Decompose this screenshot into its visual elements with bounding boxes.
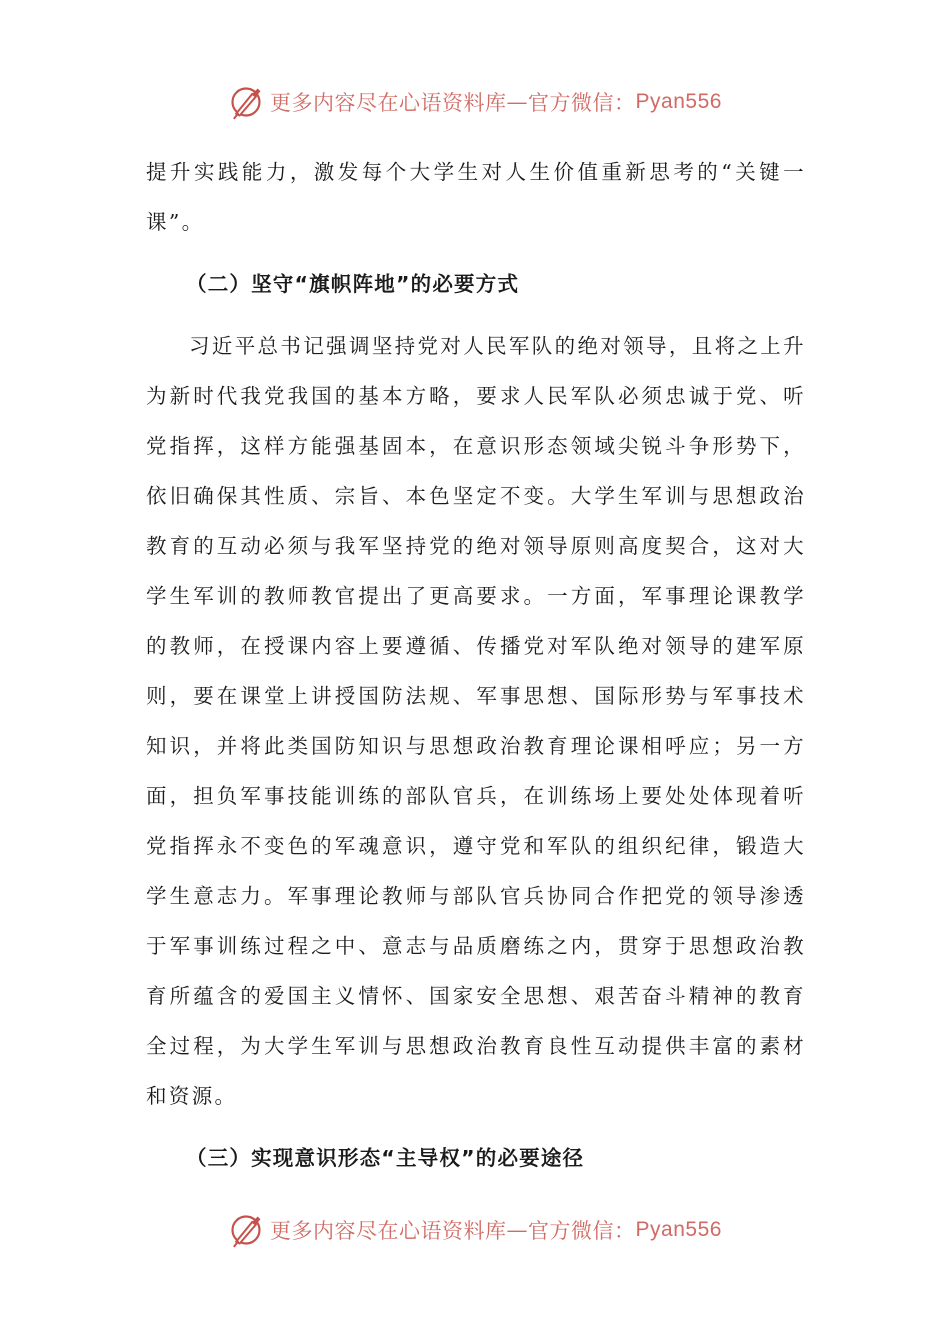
header-wechat-label: 官方微信： (528, 91, 636, 115)
header-brand: 更多内容尽在心语资料库 (270, 91, 507, 115)
paragraph-main: 习近平总书记强调坚持党对人民军队的绝对领导，且将之上升为新时代我党我国的基本方略，要求人民军队必须忠诚于党、听党指挥，这样方能强基固本，在意识形态领域尖锐斗争形势下，依旧确保其性质、宗旨、本色坚定不变。大学生军训与思想政治教育的互动必须与我军坚持党的绝对领导原则高度契合，这对大学生军训的教师教官提出了更高要求。一方面，军事理论课教学的教师，在授课内容上要遵循、传播党对军队绝对领导的建军原则，要在课堂上讲授国防法规、军事思想、国际形势与军事技术知识，并将此类国防知识与思想政治教育理论课相呼应；另一方面，担负军事技能训练的部队官兵，在训练场上要处处体现着听党指挥永不变色的军魂意识，遵守党和军队的组织纪律，锻造大学生意志力。军事理论教师与部队官兵协同合作把党的领导渗透于军事训练过程之中、意志与品质磨练之内，贯穿于思想政治教育所蕴含的爱国主义情怀、国家安全思想、艰苦奋斗精神的教育全过程，为大学生军训与思想政治教育良性互动提供丰富的素材和资源。 (146, 334, 806, 1108)
footer-wechat-id: Pyan556 (635, 1218, 722, 1241)
section-heading-2: （二）坚守“旗帜阵地”的必要方式 (186, 272, 520, 296)
header-banner (0, 84, 950, 120)
footer-brand: 更多内容尽在心语资料库 (270, 1219, 507, 1243)
header-dash: — (506, 90, 529, 114)
pen-nib-logo-icon (228, 84, 264, 120)
paragraph-continuation: 提升实践能力，激发每个大学生对人生价值重新思考的“关键一课”。 (146, 160, 806, 234)
footer-banner (0, 1212, 950, 1248)
pen-nib-logo-icon (228, 1212, 264, 1248)
footer-dash: — (506, 1218, 529, 1242)
header-wechat-id: Pyan556 (635, 90, 722, 113)
section-heading-3: （三）实现意识形态“主导权”的必要途径 (186, 1146, 585, 1170)
footer-wechat-label: 官方微信： (528, 1219, 636, 1243)
document-body (146, 147, 806, 1183)
